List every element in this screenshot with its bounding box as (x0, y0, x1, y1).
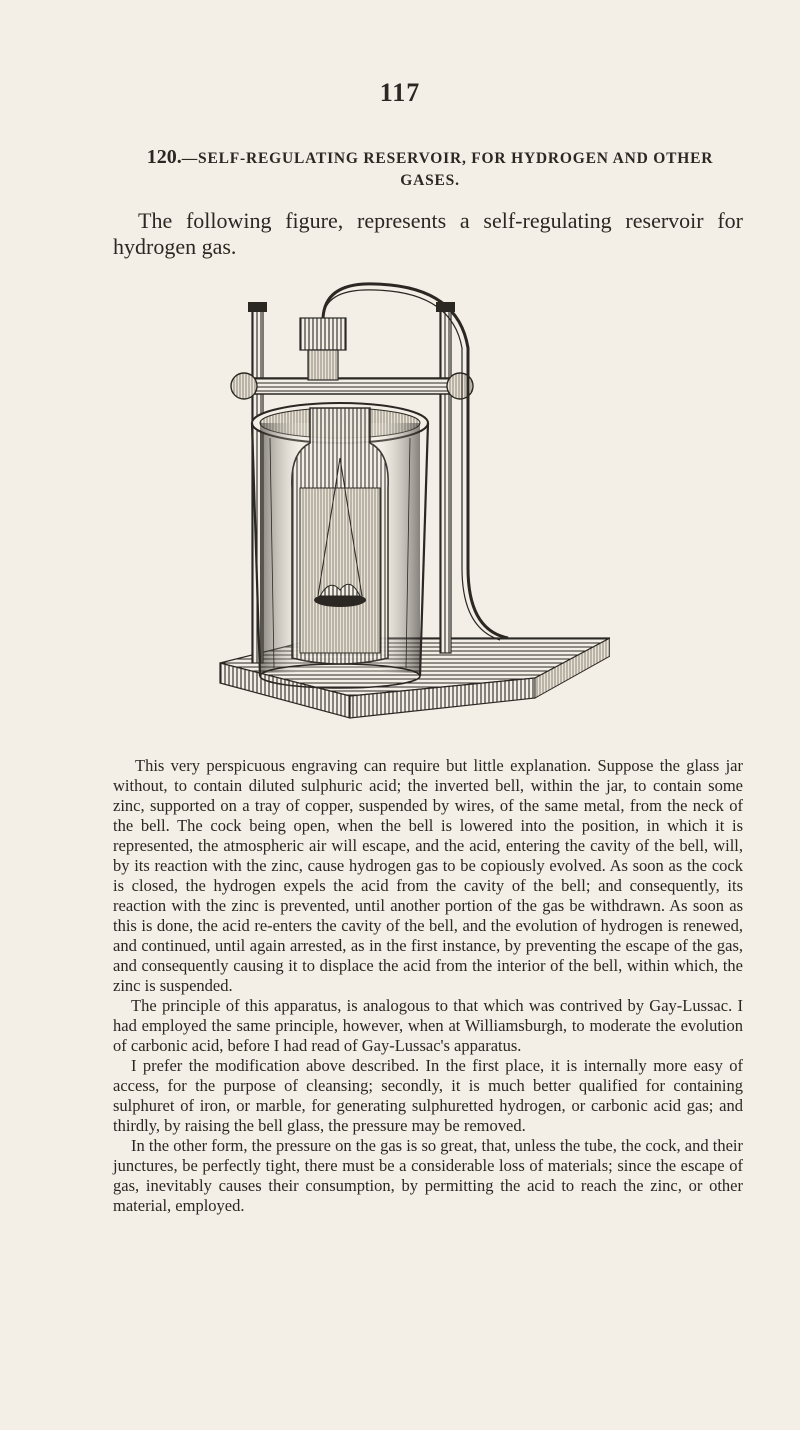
page-number: 117 (379, 78, 421, 107)
paragraph: In the other form, the pressure on the gas is so great, that, unless the tube, the cock, and their junctures, be perfectly tight, there must be a considerable loss of materials; since the escape of gas, inevitably causes their consumption, by permitting the acid to reach the zinc, or other material, employed. (113, 1136, 743, 1215)
reservoir-engraving (200, 278, 610, 748)
apparatus-illustration (200, 278, 610, 748)
paragraph: This very perspicuous engraving can require but little explanation. Suppose the glass jar without, to contain diluted sulphuric acid; the inverted bell, within the jar, to contain some zinc, supported on a tray of copper, suspended by wires, of the same metal, from the neck of the bell. The cock being open, when the bell is lowered into the position, in which it is represented, the atmospheric air will escape, and the acid, entering the cavity of the bell, will, by its reaction with the zinc, cause hydrogen gas to be copiously evolved. As soon as the cock is closed, the hydrogen expels the acid from the cavity of the bell; and consequently, its reaction with the zinc is prevented, until another portion of the gas be withdrawn. As soon as this is done, the acid re-enters the cavity of the bell, and the evolution of hydrogen is renewed, and continued, until again arrested, as in the first instance, by preventing the escape of the gas, and consequently causing it to displace the acid from the interior of the bell, within which, the zinc is suspended. (113, 756, 743, 995)
body-text (113, 756, 743, 1216)
paragraph: I prefer the modification above described. In the first place, it is internally more easy of access, for the purpose of cleansing; secondly, it is much better qualified for containing sulphuret of iron, or marble, for generating sulphuretted hydrogen, or carbonic acid gas; and thirdly, by raising the bell glass, the pressure may be removed. (113, 1056, 743, 1135)
intro-paragraph: The following figure, represents a self-regulating reservoir for hydrogen gas. (113, 208, 743, 259)
section-title: —SELF-REGULATING RESERVOIR, FOR HYDROGEN AND OTHER GASES. (181, 150, 714, 189)
paragraph: The principle of this apparatus, is analogous to that which was contrived by Gay-Lussac. I had employed the same principle, however, when at Williamsburgh, to moderate the evolution of carbonic acid, before I had read of Gay-Lussac's apparatus. (113, 996, 743, 1055)
section-heading (135, 146, 725, 192)
section-number: 120. (146, 146, 182, 168)
inverted-bell (292, 408, 388, 664)
crossbar (231, 318, 473, 399)
